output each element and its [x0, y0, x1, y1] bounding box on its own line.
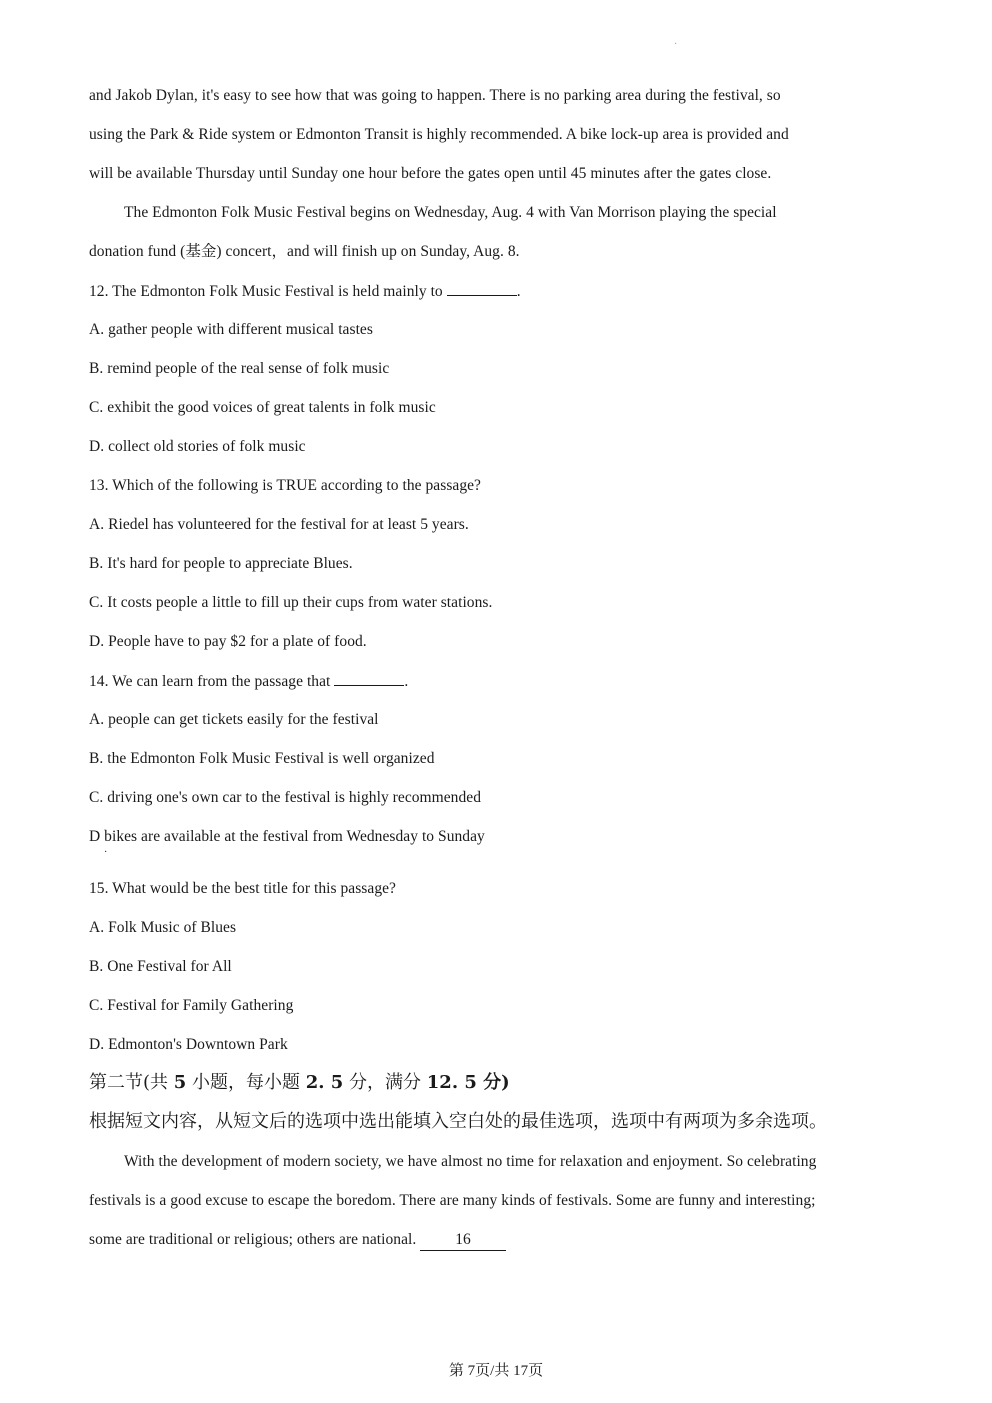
heading-points-total: 12. 5 — [426, 1072, 477, 1093]
option-c: C. It costs people a little to fill up their cups from water stations. — [89, 594, 493, 611]
passage-paragraph-line: With the development of modern society, we have almost no time for relaxation and enjoyment. So celebrating — [124, 1153, 817, 1170]
passage-paragraph-line: The Edmonton Folk Music Festival begins on Wednesday, Aug. 4 with Van Morrison playing the special — [124, 204, 777, 221]
option-d: D. Edmonton's Downtown Park — [89, 1036, 288, 1053]
heading-points-each: 2. 5 — [305, 1072, 344, 1093]
option-a: A. gather people with different musical tastes — [89, 321, 373, 338]
option-c: C. Festival for Family Gathering — [89, 997, 294, 1014]
question-stem-text: 14. We can learn from the passage that — [89, 673, 331, 690]
scan-speck: · — [674, 39, 678, 50]
passage-line: festivals is a good excuse to escape the boredom. There are many kinds of festivals. Some are funny and interesting; — [89, 1192, 816, 1209]
stem-end: . — [516, 283, 521, 300]
option-b: B. It's hard for people to appreciate Blues. — [89, 555, 353, 572]
passage-line: donation fund (基金) concert，and will finish up on Sunday, Aug. 8. — [89, 243, 520, 260]
option-d: D bikes are available at the festival from Wednesday to Sunday — [89, 828, 485, 845]
question-12-stem — [89, 281, 521, 302]
option-c: C. driving one's own car to the festival is highly recommended — [89, 789, 482, 806]
heading-count: 5 — [173, 1072, 187, 1093]
passage-text: some are traditional or religious; others are national. — [89, 1231, 417, 1248]
option-c: C. exhibit the good voices of great talents in folk music — [89, 399, 436, 416]
stem-end: . — [404, 673, 409, 690]
question-15-stem: 15. What would be the best title for this passage? — [89, 880, 396, 897]
section-instruction: 根据短文内容，从短文后的选项中选出能填入空白处的最佳选项，选项中有两项为多余选项。 — [89, 1111, 827, 1132]
option-d: D. collect old stories of folk music — [89, 438, 306, 455]
passage-line: using the Park & Ride system or Edmonton Transit is highly recommended. A bike lock-up area is provided and — [89, 126, 789, 143]
heading-text: 分) — [476, 1072, 510, 1093]
option-a: A. Folk Music of Blues — [89, 919, 237, 936]
answer-blank — [334, 671, 404, 686]
blank-number: 16 — [455, 1231, 471, 1248]
question-stem-text: 12. The Edmonton Folk Music Festival is held mainly to — [89, 283, 443, 300]
option-a: A. people can get tickets easily for the festival — [89, 711, 379, 728]
option-b: B. remind people of the real sense of folk music — [89, 360, 390, 377]
section-heading — [89, 1072, 510, 1094]
option-b: B. One Festival for All — [89, 958, 232, 975]
heading-text: 小题，每小题 — [186, 1072, 306, 1093]
option-b: B. the Edmonton Folk Music Festival is well organized — [89, 750, 435, 767]
question-13-stem: 13. Which of the following is TRUE according to the passage? — [89, 477, 481, 494]
option-a: A. Riedel has volunteered for the festival for at least 5 years. — [89, 516, 469, 533]
heading-text: 分，满分 — [343, 1072, 427, 1093]
heading-text: 第二节(共 — [89, 1072, 174, 1093]
blank-16 — [420, 1230, 506, 1251]
passage-line: will be available Thursday until Sunday one hour before the gates open until 45 minutes after the gates close. — [89, 165, 772, 182]
scan-speck: · — [104, 847, 108, 858]
question-14-stem — [89, 671, 408, 692]
page-footer: 第 7页/共 17页 — [448, 1363, 544, 1379]
passage-line: and Jakob Dylan, it's easy to see how that was going to happen. There is no parking area during the festival, so — [89, 87, 781, 104]
passage-line-with-blank — [89, 1230, 506, 1251]
answer-blank — [447, 281, 517, 296]
option-d: D. People have to pay $2 for a plate of food. — [89, 633, 367, 650]
